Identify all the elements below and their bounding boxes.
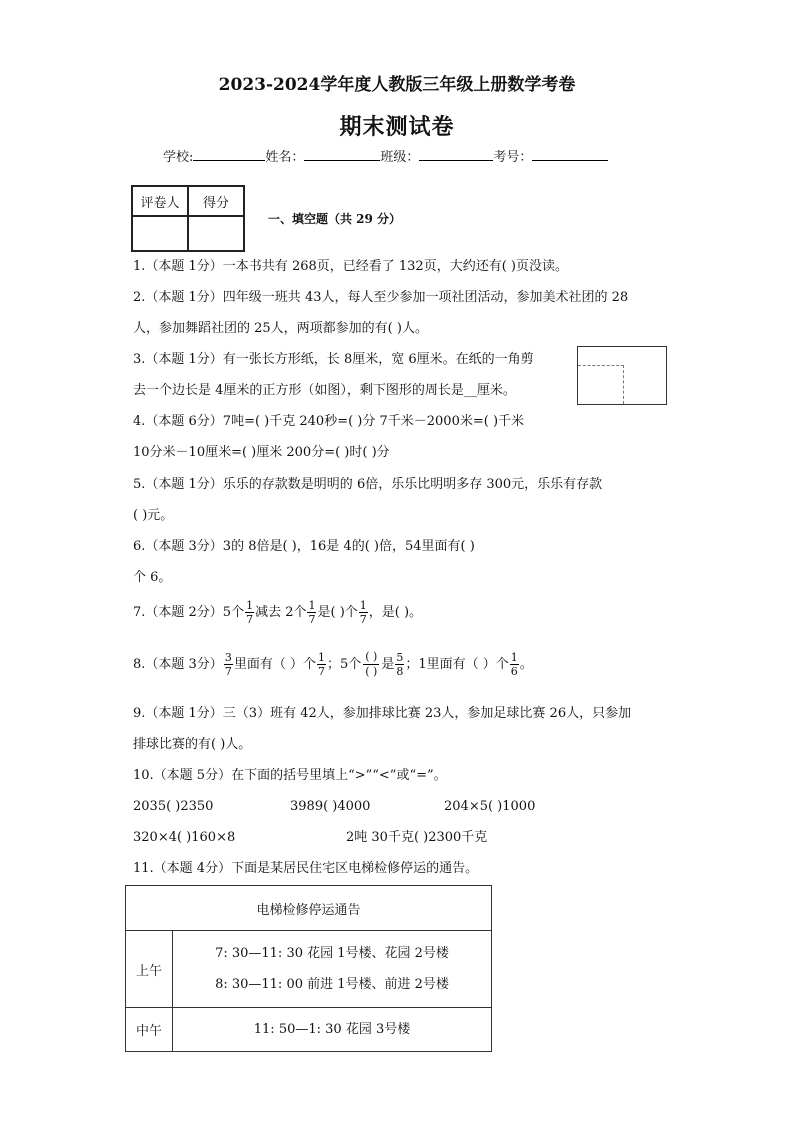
frac-denominator: 7 xyxy=(359,613,367,626)
frac-numerator-blank[interactable]: ( ) xyxy=(365,650,378,663)
fraction-one-seventh xyxy=(317,651,326,678)
frac-denominator-blank[interactable]: ( ) xyxy=(365,665,378,678)
notice-title: 电梯检修停运通告 xyxy=(126,886,492,931)
question-6-line-2: 个 6。 xyxy=(133,570,172,585)
compare-item: 3989( )4000 xyxy=(290,799,371,814)
fraction-one-seventh xyxy=(359,599,368,626)
frac-numerator: 1 xyxy=(246,599,254,612)
question-4-line-2: 10分米－10厘米=( )厘米 200分=( )时( )分 xyxy=(133,445,390,460)
q8-text-f: 。 xyxy=(519,657,533,672)
noon-schedule xyxy=(173,1008,492,1052)
frac-denominator: 7 xyxy=(246,613,254,626)
compare-item: 204×5( )1000 xyxy=(444,799,536,814)
frac-denominator: 7 xyxy=(308,613,316,626)
question-3-line-1: 3.（本题 1分）有一张长方形纸，长 8厘米，宽 6厘米。在纸的一角剪 xyxy=(133,352,534,367)
fraction-blank[interactable] xyxy=(363,650,379,679)
fraction-three-sevenths xyxy=(224,651,233,678)
compare-item: 2035( )2350 xyxy=(133,799,214,814)
fraction-one-seventh xyxy=(307,599,316,626)
grader-header: 评卷人 xyxy=(132,186,188,216)
number-field[interactable] xyxy=(532,146,608,161)
question-7 xyxy=(133,599,422,626)
frac-denominator: 7 xyxy=(224,665,232,678)
question-2-line-2: 人，参加舞蹈社团的 25人，两项都参加的有( )人。 xyxy=(133,321,428,336)
school-field[interactable] xyxy=(193,146,265,161)
name-label: 姓名： xyxy=(265,150,305,165)
fraction-one-seventh xyxy=(245,599,254,626)
question-8 xyxy=(133,650,533,679)
question-9-line-2: 排球比赛的有( )人。 xyxy=(133,737,252,752)
compare-item: 320×4( )160×8 xyxy=(133,830,236,845)
question-1: 1.（本题 1分）一本书共有 268页，已经看了 132页，大约还有( )页没读。 xyxy=(133,259,568,274)
score-header: 得分 xyxy=(188,186,244,216)
frac-numerator: 1 xyxy=(308,599,316,612)
grader-cell[interactable] xyxy=(132,216,188,251)
q8-text-a: 8.（本题 3分） xyxy=(133,657,223,672)
question-9-line-1: 9.（本题 1分）三（3）班有 42人，参加排球比赛 23人，参加足球比赛 26人，只参加 xyxy=(133,706,632,721)
question-2-line-1: 2.（本题 1分）四年级一班共 43人，每人至少参加一项社团活动，参加美术社团的 28 xyxy=(133,290,629,305)
q8-text-c: ；5个 xyxy=(326,657,362,672)
fraction-five-eighths xyxy=(395,651,404,678)
frac-numerator: 1 xyxy=(317,651,325,664)
class-field[interactable] xyxy=(419,146,493,161)
elevator-notice-table xyxy=(125,885,492,1052)
frac-denominator: 6 xyxy=(510,665,518,678)
noon-line-1: 11: 50—1: 30 花园 3号楼 xyxy=(253,1022,411,1037)
cut-square-outline xyxy=(578,365,624,404)
frac-numerator: 1 xyxy=(510,651,518,664)
question-5-line-2: ( )元。 xyxy=(133,508,174,523)
morning-label: 上午 xyxy=(126,931,173,1008)
frac-numerator: 5 xyxy=(396,651,404,664)
fraction-one-sixth xyxy=(510,651,519,678)
q7-text-c: 是( )个 xyxy=(317,605,358,620)
question-6-line-1: 6.（本题 3分）3的 8倍是( )，16是 4的( )倍，54里面有( ) xyxy=(133,539,475,554)
score-table xyxy=(131,185,245,252)
q7-text-d: ，是( )。 xyxy=(368,605,423,620)
q7-text-a: 7.（本题 2分）5个 xyxy=(133,605,245,620)
q8-text-e: ；1里面有（ ）个 xyxy=(405,657,509,672)
question-10-title: 10.（本题 5分）在下面的括号里填上“>”“<”或“=”。 xyxy=(133,768,447,783)
section-title: 一、填空题（共 29 分） xyxy=(268,212,402,226)
q8-text-b: 里面有（ ）个 xyxy=(233,657,316,672)
q7-text-b: 减去 2个 xyxy=(255,605,307,620)
number-label: 考号： xyxy=(493,150,533,165)
q8-text-d: 是 xyxy=(381,657,395,672)
frac-numerator: 1 xyxy=(359,599,367,612)
morning-line-1: 7: 30—11: 30 花园 1号楼、花园 2号楼 xyxy=(215,946,449,961)
question-4-line-1: 4.（本题 6分）7吨=( )千克 240秒=( )分 7千米－2000米=( )千米 xyxy=(133,414,525,429)
noon-label: 中午 xyxy=(126,1008,173,1052)
score-cell[interactable] xyxy=(188,216,244,251)
morning-schedule xyxy=(173,931,492,1008)
frac-numerator: 3 xyxy=(224,651,232,664)
rectangle-cut-figure xyxy=(577,346,667,405)
student-info-line xyxy=(163,146,608,165)
compare-item: 2吨 30千克( )2300千克 xyxy=(346,830,488,845)
frac-denominator: 7 xyxy=(317,665,325,678)
school-label: 学校: xyxy=(163,150,194,165)
class-label: 班级： xyxy=(380,150,420,165)
question-3-line-2: 去一个边长是 4厘米的正方形（如图），剩下图形的周长是__厘米。 xyxy=(133,383,516,398)
name-field[interactable] xyxy=(304,146,380,161)
question-11-title: 11.（本题 4分）下面是某居民住宅区电梯检修停运的通告。 xyxy=(133,861,479,876)
exam-subtitle: 期末测试卷 xyxy=(339,114,455,140)
morning-line-2: 8: 30—11: 00 前进 1号楼、前进 2号楼 xyxy=(215,977,449,992)
frac-denominator: 8 xyxy=(396,665,404,678)
exam-title: 2023-2024学年度人教版三年级上册数学考卷 xyxy=(218,75,576,95)
question-5-line-1: 5.（本题 1分）乐乐的存款数是明明的 6倍，乐乐比明明多存 300元，乐乐有存款 xyxy=(133,477,603,492)
